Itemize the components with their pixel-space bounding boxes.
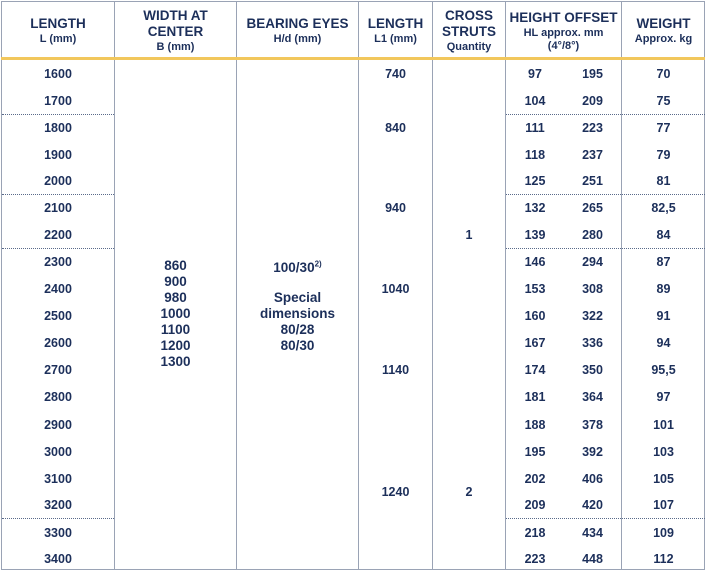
offset-4deg-cell: 218 [524, 526, 546, 540]
group-separator [2, 518, 114, 519]
offset-8deg-cell: 294 [582, 255, 603, 269]
weight-cell: 94 [656, 336, 671, 350]
group-separator [506, 518, 705, 519]
offset-8deg-cell: 420 [582, 498, 603, 512]
offset-4deg-cell: 153 [524, 282, 546, 296]
bearing-standard [237, 260, 358, 276]
weight-cell: 103 [653, 445, 674, 459]
header-length1-title: LENGTH [367, 16, 424, 31]
weight-cell: 105 [653, 472, 674, 486]
length-cell: 3400 [44, 552, 72, 566]
header-length1-unit: L1 (mm) [374, 33, 417, 45]
length-cell: 3300 [44, 526, 72, 540]
offset-8deg-cell: 406 [582, 472, 603, 486]
header-length-title: LENGTH [30, 16, 86, 31]
l1-value: 1040 [381, 282, 410, 296]
width-value: 1200 [160, 338, 191, 353]
group-separator [2, 248, 114, 249]
struts-value: 2 [465, 485, 473, 499]
offset-4deg-cell: 139 [524, 228, 546, 242]
header-width [115, 6, 236, 56]
offset-4deg-cell: 174 [524, 363, 546, 377]
width-value: 1300 [160, 354, 191, 369]
length-cell: 2700 [44, 363, 72, 377]
offset-8deg-cell: 378 [582, 418, 603, 432]
offset-8deg-cell: 434 [582, 526, 603, 540]
header-offset-unit: HL approx. mm (4°/8°) [523, 26, 604, 52]
offset-8deg-cell: 237 [582, 148, 603, 162]
offset-8deg-cell: 322 [582, 309, 603, 323]
l1-value: 840 [385, 121, 406, 135]
offset-8deg-cell: 392 [582, 445, 603, 459]
length-cell: 2400 [44, 282, 72, 296]
width-value: 860 [164, 258, 187, 273]
group-separator [2, 114, 114, 115]
bearing-eyes-values [237, 260, 358, 354]
length-cell: 1800 [44, 121, 72, 135]
header-weight-unit: Approx. kg [634, 33, 693, 45]
offset-8deg-cell: 209 [582, 94, 603, 108]
header-length-l1 [359, 6, 432, 56]
weight-cell: 101 [653, 418, 674, 432]
width-value: 1000 [160, 306, 191, 321]
length-cell: 1600 [44, 67, 72, 81]
bearing-special-label: Special [273, 290, 322, 305]
offset-4deg-cell: 202 [524, 472, 546, 486]
weight-cell: 107 [653, 498, 674, 512]
bearing-alt-value: 80/30 [280, 338, 315, 353]
length-cell: 2000 [44, 174, 72, 188]
l1-value: 1240 [381, 485, 410, 499]
offset-8deg-cell: 448 [582, 552, 603, 566]
group-separator [506, 248, 705, 249]
offset-4deg-cell: 97 [528, 67, 542, 81]
offset-8deg-cell: 308 [582, 282, 603, 296]
length-cell: 3100 [44, 472, 72, 486]
length-cell: 2500 [44, 309, 72, 323]
offset-4deg-cell: 195 [524, 445, 546, 459]
offset-4deg-cell: 167 [524, 336, 546, 350]
weight-cell: 75 [656, 94, 671, 108]
weight-cell: 95,5 [651, 363, 676, 377]
group-separator [506, 194, 705, 195]
header-bearing-eyes [237, 6, 358, 56]
offset-4deg-cell: 111 [525, 121, 545, 135]
header-length [2, 6, 114, 56]
struts-value: 1 [465, 228, 473, 242]
length-cell: 2800 [44, 390, 72, 404]
offset-4deg-cell: 181 [524, 390, 546, 404]
offset-4deg-cell: 118 [524, 148, 546, 162]
length-cell: 1900 [44, 148, 72, 162]
weight-cell: 87 [656, 255, 671, 269]
length-cell: 3200 [44, 498, 72, 512]
header-length-unit: L (mm) [39, 33, 77, 45]
width-values [115, 258, 236, 370]
header-weight-title: WEIGHT [636, 16, 691, 31]
offset-4deg-cell: 125 [524, 174, 546, 188]
header-height-offset [506, 6, 621, 56]
weight-cell: 82,5 [651, 201, 676, 215]
header-struts-unit: Quantity [446, 41, 492, 53]
weight-cell: 81 [656, 174, 671, 188]
bearing-standard-value: 100/30 [273, 260, 315, 275]
length-cell: 2600 [44, 336, 72, 350]
width-value: 980 [164, 290, 187, 305]
offset-8deg-cell: 350 [582, 363, 603, 377]
weight-cell: 97 [656, 390, 671, 404]
header-struts-title: CROSS STRUTS [442, 8, 496, 39]
group-separator [506, 114, 705, 115]
offset-4deg-cell: 132 [524, 201, 546, 215]
header-bearing-title: BEARING EYES [246, 16, 349, 31]
offset-4deg-cell: 160 [524, 309, 546, 323]
weight-cell: 77 [656, 121, 671, 135]
offset-8deg-cell: 280 [582, 228, 603, 242]
offset-8deg-cell: 336 [582, 336, 603, 350]
width-value: 1100 [160, 322, 191, 337]
length-cell: 2300 [44, 255, 72, 269]
offset-4deg-cell: 223 [524, 552, 546, 566]
weight-cell: 91 [656, 309, 671, 323]
weight-cell: 79 [656, 148, 671, 162]
length-cell: 2100 [44, 201, 72, 215]
weight-cell: 89 [656, 282, 671, 296]
weight-cell: 112 [653, 552, 674, 566]
header-weight [622, 6, 705, 56]
header-width-title: WIDTH AT CENTER [143, 8, 208, 39]
length-cell: 2900 [44, 418, 72, 432]
header-width-unit: B (mm) [156, 41, 195, 53]
length-cell: 1700 [44, 94, 72, 108]
length-cell: 2200 [44, 228, 72, 242]
weight-cell: 70 [656, 67, 671, 81]
length-cell: 3000 [44, 445, 72, 459]
offset-8deg-cell: 364 [582, 390, 603, 404]
offset-8deg-cell: 223 [582, 121, 603, 135]
weight-cell: 109 [653, 526, 674, 540]
group-separator [2, 194, 114, 195]
header-cross-struts [433, 6, 505, 56]
offset-8deg-cell: 265 [582, 201, 603, 215]
offset-4deg-cell: 104 [524, 94, 546, 108]
header-bearing-unit: H/d (mm) [273, 33, 322, 45]
weight-cell: 84 [656, 228, 671, 242]
offset-4deg-cell: 188 [524, 418, 546, 432]
width-value: 900 [164, 274, 187, 289]
offset-8deg-cell: 195 [582, 67, 603, 81]
offset-8deg-cell: 251 [582, 174, 603, 188]
l1-value: 1140 [381, 363, 410, 377]
offset-4deg-cell: 209 [524, 498, 546, 512]
l1-value: 940 [385, 201, 406, 215]
bearing-alt-value: 80/28 [280, 322, 315, 337]
footnote-reference: 2) [314, 259, 322, 269]
header-separator [1, 57, 705, 60]
bearing-dimensions-label: dimensions [259, 306, 335, 321]
header-offset-title: HEIGHT OFFSET [509, 9, 618, 25]
offset-4deg-cell: 146 [524, 255, 546, 269]
l1-value: 740 [385, 67, 406, 81]
